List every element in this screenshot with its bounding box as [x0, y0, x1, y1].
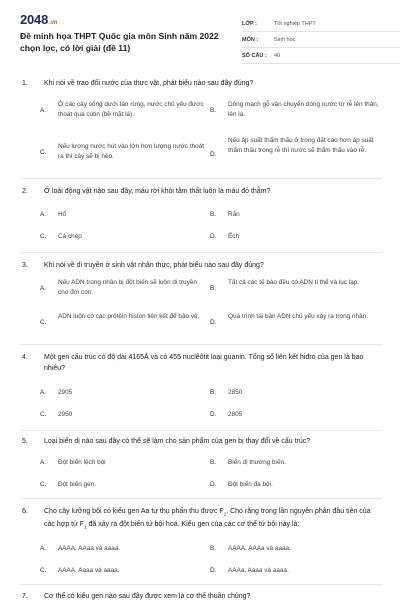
question-text: 5. Loại biến dị nào sau đây có thể sẽ làm cho sản phẩm của gen bị thay đổi về cấu trúc?	[22, 438, 311, 445]
question-number: 5.	[22, 438, 28, 445]
question-text: 7. Cơ thể có kiểu gen nào sau đây được xem là cơ thể thuần chủng?	[22, 593, 251, 600]
question-text: 2. Ở loài động vật nào sau đây, máu rời khỏi tâm thất luôn là máu đỏ thẫm?	[22, 188, 271, 195]
meta-label: LỚP :	[242, 21, 257, 27]
separator	[20, 584, 382, 585]
meta-value: Tốt nghiệp THPT	[274, 21, 316, 27]
document-header	[20, 10, 382, 60]
question-text: 4. Một gen cấu trúc có độ dài 4165Å và có 455 nuclêôtit loại guanin. Tổng số liên kết hiđro của gen là bao nhiêu?	[22, 354, 364, 372]
separator	[20, 344, 382, 345]
question-7	[20, 591, 382, 600]
question-number: 7.	[22, 593, 28, 600]
question-number: 6.	[22, 508, 28, 515]
meta-value: Sinh học	[274, 37, 296, 43]
meta-class-row	[242, 18, 400, 32]
document-meta	[242, 18, 400, 66]
question-1: 1. Khi nói về trao đổi nước của thực vật, phát biểu nào sau đây đúng? A. Ở các cây sống dưới tán rừng, nước chủ yếu được thoát qua cutin (bề mặt lá). B. Dòng mạch gỗ vận chuyển dòng nước từ rễ lên thân, lên lá. C. Nếu lượng nước hút vào lớn hơn lượng nước thoát ra thì cây sẽ bị héo. D. Nếu áp suất thẩm thấu ở trong đất cao hơn áp suất thẩm thấu trong rễ thì nước sẽ thẩm thấu vào rễ.	[20, 78, 382, 260]
question-2: 2. Ở loài động vật nào sau đây, máu rời khỏi tâm thất luôn là máu đỏ thẫm? A. Hổ B. Rắn C. Cá chép D. Ếch	[20, 186, 382, 197]
question-text: 6. Cho cây lưỡng bội có kiểu gen Aa tự thụ phấn thu được $F_1$. Cho rằng trong lần nguyên phân đầu tiên của các hợp tử $F_1$ đã xảy ra đột biến tứ bội hoá. Kiểu gen của các cơ thể tứ bội này là:	[22, 508, 371, 530]
meta-label: SỐ CÂU :	[242, 53, 267, 59]
document-title: Đề minh họa THPT Quốc gia môn Sinh năm 2022 chọn lọc, có lời giải (đề 11)	[20, 31, 219, 53]
question-6: 6. Cho cây lưỡng bội có kiểu gen Aa tự thụ phấn thu được $F_1$. Cho rằng trong lần nguyên phân đầu tiên của các hợp tử $F_1$ đã xảy ra đột biến tứ bội hoá. Kiểu gen của các cơ thể tứ bội này là: A. AAAA, AAaa và aaaa. B. AAAA, AAAa và aaaa. C. AAAA, Aaaa và aaaa. D. AAAa, Aaaa và aaaa.	[20, 506, 382, 533]
separator	[20, 498, 382, 499]
question-number: 3.	[22, 262, 28, 269]
meta-value: 40	[274, 53, 281, 59]
meta-label: MÔN :	[242, 37, 259, 43]
separator	[20, 252, 382, 253]
question-text: 3. Khi nói về di truyền ở sinh vật nhân thực, phát biểu nào sau đây đúng?	[22, 262, 264, 269]
separator	[20, 430, 382, 431]
meta-subject-row	[242, 34, 400, 48]
meta-count-row	[242, 50, 400, 64]
question-text: 1. Khi nói về trao đổi nước của thực vật, phát biểu nào sau đây đúng?	[22, 80, 254, 87]
site-logo[interactable]: 2048.vn	[20, 12, 58, 27]
question-3: 3. Khi nói về di truyền ở sinh vật nhân thực, phát biểu nào sau đây đúng? A. Nếu ADN trong nhân bị đột biến sẽ luôn di truyền cho đời con. B. Tất cả các tế bào đều có ADN ti thể và lục lạp. C. ADN luôn có các prôtêin histon liên kết để bảo vệ. D. Quá trình tái bản ADN chủ yếu xảy ra trong nhân.	[20, 260, 382, 271]
separator	[20, 178, 382, 179]
question-number: 4.	[22, 354, 28, 361]
question-number: 1.	[22, 80, 28, 87]
question-number: 2.	[22, 188, 28, 195]
question-4: 4. Một gen cấu trúc có độ dài 4165Å và có 455 nuclêôtit loại guanin. Tổng số liên kết hiđro của gen là bao nhiêu? A. 2905 B. 2850 C. 2950 D. 2805	[20, 352, 382, 374]
question-5: 5. Loại biến dị nào sau đây có thể sẽ làm cho sản phẩm của gen bị thay đổi về cấu trúc? A. Đột biến lệch bội B. Biến dị thường biến. C. Đột biến gen. D. Đột biến đa bội.	[20, 436, 382, 447]
